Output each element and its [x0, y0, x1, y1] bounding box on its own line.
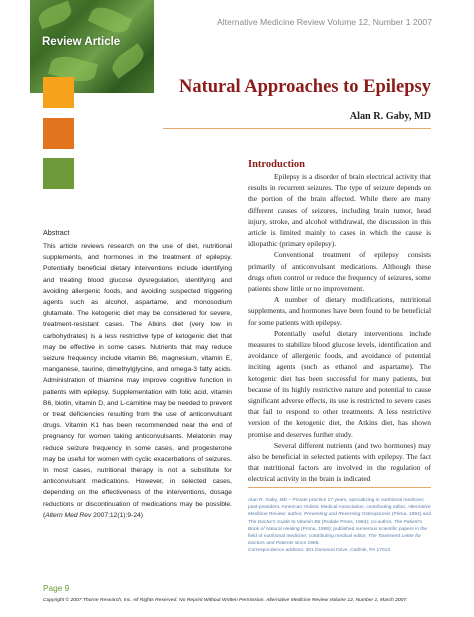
intro-heading: Introduction [248, 159, 305, 170]
intro-paragraph: Several different nutrients (and two hormones) may also be beneficial in selected patients with epilepsy. The fact that nutritional factors are involved in the regulation of electrical activity in the brain is indicated [248, 440, 431, 484]
abstract-citation: (Altern Med Rev 2007;12(1):9-24) [43, 511, 144, 519]
correspondence-address: Correspondence address: 301 Dorwood Drive, Carlisle, PA 17013 [248, 548, 391, 554]
article-author: Alan R. Gaby, MD [349, 111, 431, 122]
bio-title: The Patient's Book of Natural Healing [248, 519, 423, 532]
bio-title: The Townsend Letter for Doctors and Patients [248, 534, 422, 547]
bio-title: The Doctor's Guide to Vitamin B6 [248, 519, 321, 525]
bio-text: (Rodale Press, 1984); co-author, [320, 519, 394, 525]
citation-journal: Altern Med Rev [45, 511, 92, 519]
orange-square-decoration [43, 77, 74, 108]
abstract-body [43, 241, 232, 521]
bio-title: Preventing and Reversing Osteoporosis [304, 512, 391, 518]
leaf-decoration [36, 1, 74, 30]
journal-header: Alternative Medicine Review Volume 12, Number 1 2007 [217, 17, 432, 27]
bio-divider [248, 487, 431, 488]
banner-label: Review Article [42, 36, 121, 48]
intro-body [248, 171, 431, 485]
abstract-text: This article reviews research on the use of diet, nutritional supplements, and hormones in the treatment of epilepsy. Potentially beneficial dietary interventions include identifying and treating blood glucose dysregulation, identifying and avoiding allergenic foods, and avoiding suspected triggering agents such as alcohol, aspartame, and monosodium glutamate. The ketogenic diet may be considered for severe, treatment-resistant cases. The Atkins diet (very low in carbohydrates) is a less restrictive type of ketogenic diet that may be effective in some cases. Nutrients that may reduce seizure frequency include vitamin B6, magnesium, vitamin E, manganese, taurine, dimethylglycine, and omega-3 fatty acids. Administration of thiamine may improve cognitive function in patients with epilepsy. Supplementation with folic acid, vitamin B6, biotin, vitamin D, and L-carnitine may be needed to prevent or treat deficiencies resulting from the use of anticonvulsant drugs. Vitamin K1 has been recommended near the end of pregnancy for women taking anticonvulsants. Melatonin may reduce seizure frequency in some cases, and progesterone may be useful for women with cyclic exacerbations of seizures. In most cases, nutritional therapy is not a substitute for anticonvulsant medications. However, in selected cases, depending on the effectiveness of the interventions, dosage reductions or discontinuation of medications may be possible. [43, 243, 232, 508]
intro-paragraph: Epilepsy is a disorder of brain electrical activity that results in recurrent seizures. The type of seizure depends on the portion of the brain affected. While there are many different causes of seizures, including brain tumor, head injury, stroke, and alcohol withdrawal, the discussion in this article is limited mainly to cases in which the cause is idiopathic (primary epilepsy). [248, 172, 431, 249]
article-title: Natural Approaches to Epilepsy [178, 77, 431, 97]
bio-text: (Prima, 1999); published numerous scientific papers in the field of nutritional medicine; contributing medical editor, [248, 526, 428, 540]
title-divider [163, 128, 431, 129]
leaf-decoration [88, 2, 133, 37]
intro-paragraph: A number of dietary modifications, nutritional supplements, and hormones have been found to be beneficial for some patients with epilepsy. [248, 295, 431, 327]
bio-text: since 1985. [293, 541, 320, 547]
bio-title: Alternative Medicine Review [248, 505, 431, 518]
intro-paragraph: Conventional treatment of epilepsy consists primarily of anticonvulsant medications. Although these drugs often control or reduce the frequency of seizures, some patients show little or no improvement. [248, 250, 431, 294]
bio-text: (Prima, 1994) and [390, 512, 431, 518]
author-bio [248, 497, 434, 555]
copyright-notice: Copyright © 2007 Thorne Research, Inc. All Rights Reserved. No Reprint Without Written Permission. Alternative Medicine Review Volume 12, Number 1, March 2007. [43, 598, 408, 603]
dark-orange-square-decoration [43, 118, 74, 149]
green-square-decoration [43, 158, 74, 189]
bio-text: Alan R. Gaby, MD – Private practice 17 years, specializing in nutritional medicine; past-president, American Holistic Medical Association; contributing editor, [248, 498, 425, 511]
bio-text: ; author, [284, 512, 305, 518]
citation-details: 2007;12(1):9-24) [91, 511, 144, 519]
page-number: Page 9 [43, 583, 70, 593]
abstract-heading: Abstract [43, 228, 70, 237]
intro-paragraph: Potentially useful dietary interventions include measures to stabilize blood glucose levels, identification and avoidance of allergenic foods, and avoidance of potential inciting agents (such as ethanol and aspartame). The ketogenic diet has been successful for many patients, but because of its highly restrictive nature and potential to cause significant adverse effects, its use is restricted to severe cases that fail to respond to other treatments. A less restrictive version of the ketogenic diet, the Atkins diet, has shown promise and deserves further study. [248, 328, 431, 439]
leaf-decoration [108, 43, 148, 78]
